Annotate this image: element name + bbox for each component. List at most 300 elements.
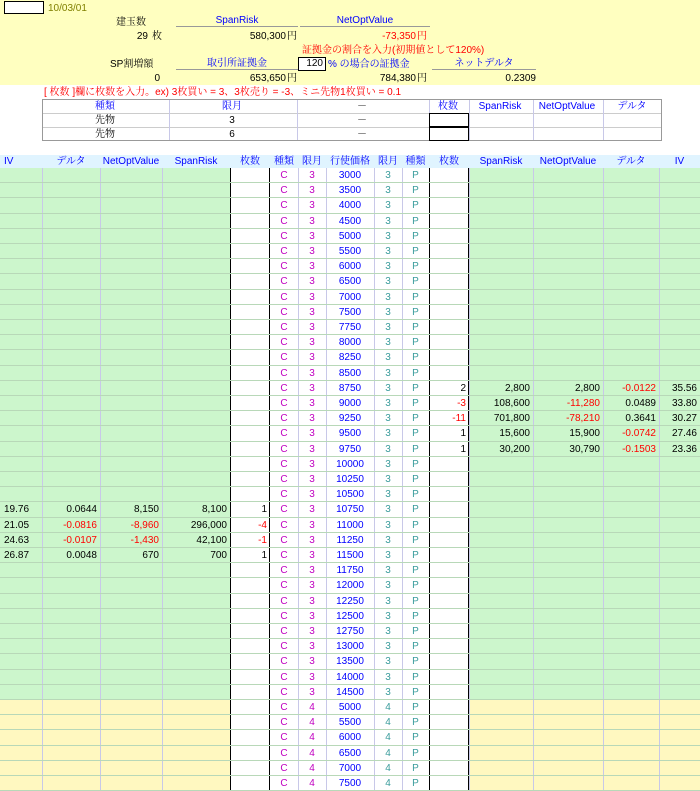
futures-qty-input[interactable] [429, 127, 469, 141]
call-month: 4 [309, 702, 315, 713]
strike: 6000 [338, 732, 362, 744]
strike: 5000 [338, 702, 362, 713]
call-type: C [280, 200, 288, 212]
call-month: 3 [309, 367, 315, 379]
call-month: 3 [309, 170, 315, 181]
call-type: C [280, 504, 288, 516]
put-iv: 23.36 [671, 443, 697, 455]
option-row [0, 335, 700, 350]
put-qty-input[interactable] [429, 244, 469, 258]
put-month: 3 [385, 610, 391, 622]
call-qty-input[interactable] [230, 320, 270, 334]
call-qty-input[interactable] [230, 563, 270, 577]
call-qty-input[interactable] [230, 290, 270, 304]
strike: 3500 [338, 185, 362, 197]
put-qty-input[interactable] [429, 457, 469, 471]
call-type: C [280, 702, 288, 713]
put-qty-input[interactable] [429, 487, 469, 501]
put-qty-input[interactable] [429, 366, 469, 380]
put-qty-input[interactable] [429, 335, 469, 349]
call-type: C [280, 717, 288, 729]
put-qty-input[interactable] [429, 518, 469, 532]
put-type: P [412, 717, 419, 729]
put-qty-input[interactable] [429, 670, 469, 684]
call-month: 3 [309, 291, 315, 303]
call-qty-input[interactable] [230, 198, 270, 212]
put-type: P [412, 261, 419, 273]
strike: 10750 [336, 504, 364, 516]
call-month: 4 [309, 747, 315, 759]
put-qty-input[interactable] [429, 563, 469, 577]
put-delta: -0.0742 [622, 428, 656, 440]
put-qty-input[interactable] [429, 654, 469, 668]
put-qty-input[interactable] [429, 274, 469, 288]
call-qty-input[interactable] [230, 366, 270, 380]
call-type: C [280, 428, 288, 440]
put-month: 3 [385, 367, 391, 379]
call-qty-input[interactable] [230, 639, 270, 653]
strike: 8000 [338, 337, 362, 349]
put-qty-input[interactable] [429, 320, 469, 334]
call-type: C [280, 580, 288, 592]
call-netoptvalue: 670 [142, 550, 159, 561]
span-risk-unit: 円 [287, 31, 297, 42]
call-qty-input[interactable] [230, 442, 270, 456]
put-spanrisk: 2,800 [504, 382, 530, 394]
call-month: 3 [309, 261, 315, 273]
option-row [0, 670, 700, 685]
futures-row-dash: － [357, 115, 367, 126]
put-type: P [412, 428, 419, 440]
call-qty-input[interactable] [230, 776, 270, 790]
strike: 11750 [336, 565, 364, 577]
option-row [0, 366, 700, 381]
put-type: P [412, 413, 419, 425]
call-qty-input[interactable] [230, 730, 270, 744]
put-type: P [412, 474, 419, 485]
option-row [0, 442, 700, 457]
put-type: P [412, 352, 419, 364]
call-qty-input[interactable] [230, 746, 270, 760]
position-count-unit: 枚 [152, 31, 162, 42]
put-qty-input[interactable] [429, 183, 469, 197]
option-row [0, 411, 700, 426]
option-row [0, 183, 700, 198]
call-type: C [280, 261, 288, 273]
strike: 12750 [336, 626, 364, 637]
put-qty-input[interactable] [429, 746, 469, 760]
call-qty-input[interactable] [230, 761, 270, 775]
futures-section [0, 85, 700, 143]
call-qty-input[interactable] [230, 229, 270, 243]
call-type: C [280, 352, 288, 364]
call-qty-input[interactable] [230, 381, 270, 395]
call-month: 3 [309, 550, 315, 561]
futures-net-header: NetOptValue [538, 101, 596, 112]
header-put-iv: IV [674, 156, 685, 167]
call-qty-input[interactable] [230, 183, 270, 197]
call-qty-input[interactable] [230, 472, 270, 486]
put-month: 3 [385, 170, 391, 181]
put-spanrisk: 108,600 [493, 398, 530, 409]
put-qty-input[interactable] [429, 168, 469, 182]
call-type: C [280, 778, 288, 789]
call-qty-input[interactable] [230, 594, 270, 608]
put-month: 3 [385, 276, 391, 288]
put-iv: 30.27 [671, 413, 697, 425]
call-iv: 26.87 [4, 550, 30, 561]
call-qty-input[interactable] [230, 578, 270, 592]
futures-qty-input[interactable] [429, 113, 469, 127]
header-call-qty: 枚数 [240, 156, 260, 167]
put-type: P [412, 322, 419, 333]
futures-row-month: 6 [229, 129, 235, 140]
put-qty-input[interactable] [429, 578, 469, 592]
put-qty-input[interactable] [429, 609, 469, 623]
put-qty-input[interactable] [429, 730, 469, 744]
put-qty-input[interactable] [429, 198, 469, 212]
header-put-type: 種類 [405, 156, 426, 167]
strike: 10000 [336, 458, 364, 470]
call-netoptvalue: -8,960 [130, 519, 159, 531]
put-month: 4 [385, 778, 391, 789]
put-qty-input[interactable] [429, 259, 469, 273]
call-iv: 24.63 [4, 534, 30, 546]
put-month: 3 [385, 504, 391, 516]
put-month: 3 [385, 337, 391, 349]
call-qty-input[interactable] [230, 259, 270, 273]
header-put-netoptvalue: NetOptValue [539, 156, 597, 167]
put-month: 3 [385, 656, 391, 668]
net-delta-header: ネットデルタ [432, 57, 536, 70]
percent-input[interactable]: 120 [298, 57, 326, 71]
option-row [0, 518, 700, 533]
put-netoptvalue: 2,800 [574, 382, 600, 394]
put-month: 3 [385, 595, 391, 607]
put-month: 3 [385, 413, 391, 425]
call-month: 3 [309, 626, 315, 637]
put-type: P [412, 489, 419, 501]
put-type: P [412, 200, 419, 212]
strike: 5000 [338, 230, 362, 242]
call-month: 3 [309, 686, 315, 698]
put-month: 4 [385, 732, 391, 744]
put-type: P [412, 656, 419, 668]
call-month: 3 [309, 428, 315, 440]
broker-margin-unit: 円 [287, 73, 297, 84]
option-row [0, 700, 700, 715]
call-type: C [280, 489, 288, 501]
put-type: P [412, 306, 419, 318]
put-type: P [412, 215, 419, 227]
put-month: 3 [385, 398, 391, 409]
call-month: 3 [309, 337, 315, 349]
sp-label: SP割増額 [110, 59, 154, 70]
strike: 11500 [336, 550, 364, 561]
call-month: 3 [309, 458, 315, 470]
put-netoptvalue: -78,210 [566, 413, 600, 425]
tategyoku-label: 建玉数 [116, 17, 146, 28]
option-row [0, 776, 700, 791]
selected-cell[interactable] [4, 1, 44, 14]
call-type: C [280, 230, 288, 242]
put-type: P [412, 230, 419, 242]
put-qty-input[interactable] [429, 700, 469, 714]
put-month: 3 [385, 306, 391, 318]
put-month: 3 [385, 291, 391, 303]
put-qty-input[interactable] [429, 685, 469, 699]
put-month: 3 [385, 215, 391, 227]
strike: 7000 [338, 762, 362, 774]
broker-margin-value: 653,650 [249, 73, 286, 84]
option-row [0, 548, 700, 563]
put-month: 3 [385, 230, 391, 242]
strike: 14500 [336, 686, 364, 698]
put-month: 3 [385, 246, 391, 257]
call-type: C [280, 185, 288, 197]
call-qty-input[interactable] [230, 670, 270, 684]
strike: 10250 [336, 474, 364, 485]
put-month: 3 [385, 641, 391, 653]
option-row [0, 229, 700, 244]
option-row [0, 168, 700, 183]
strike: 7000 [338, 291, 362, 303]
call-month: 3 [309, 641, 315, 653]
call-qty: -1 [258, 534, 267, 546]
call-type: C [280, 443, 288, 455]
broker-margin-header: 取引所証拠金 [176, 57, 298, 70]
put-type: P [412, 686, 419, 698]
call-month: 3 [309, 534, 315, 546]
call-spanrisk: 42,100 [196, 534, 227, 546]
futures-qty-header: 枚数 [438, 101, 458, 112]
strike: 12250 [336, 595, 364, 607]
call-month: 3 [309, 306, 315, 318]
option-row [0, 487, 700, 502]
call-type: C [280, 732, 288, 744]
percent-margin-header: % の場合の証拠金 [328, 59, 410, 70]
put-month: 3 [385, 565, 391, 577]
call-month: 3 [309, 185, 315, 197]
put-qty-input[interactable] [429, 594, 469, 608]
put-month: 3 [385, 489, 391, 501]
call-month: 3 [309, 398, 315, 409]
net-opt-value: -73,350 [382, 31, 416, 42]
call-qty-input[interactable] [230, 244, 270, 258]
put-qty: -3 [457, 398, 466, 409]
call-qty: 1 [261, 504, 267, 516]
put-month: 3 [385, 671, 391, 683]
strike: 4500 [338, 215, 362, 227]
strike: 12000 [336, 580, 364, 592]
put-type: P [412, 170, 419, 181]
put-type: P [412, 702, 419, 713]
put-qty-input[interactable] [429, 502, 469, 516]
strike: 3000 [338, 170, 362, 181]
header-call-month: 限月 [302, 156, 322, 167]
put-netoptvalue: 30,790 [569, 443, 600, 455]
strike: 11250 [336, 534, 364, 546]
header-strike: 行使価格 [330, 156, 370, 167]
call-qty-input[interactable] [230, 411, 270, 425]
call-qty-input[interactable] [230, 715, 270, 729]
put-type: P [412, 641, 419, 653]
put-type: P [412, 458, 419, 470]
strike: 5500 [338, 246, 362, 257]
put-type: P [412, 626, 419, 637]
option-row [0, 609, 700, 624]
option-row [0, 715, 700, 730]
call-qty-input[interactable] [230, 426, 270, 440]
strike: 10500 [336, 489, 364, 501]
strike: 6500 [338, 747, 362, 759]
call-type: C [280, 550, 288, 561]
call-delta: 0.0048 [66, 550, 97, 561]
futures-span-header: SpanRisk [478, 101, 522, 112]
call-qty-input[interactable] [230, 335, 270, 349]
put-type: P [412, 382, 419, 394]
put-type: P [412, 185, 419, 197]
option-table [0, 168, 700, 789]
call-delta: -0.0816 [63, 519, 97, 531]
option-row [0, 533, 700, 548]
net-opt-header: NetOptValue [300, 14, 430, 27]
call-qty-input[interactable] [230, 654, 270, 668]
call-type: C [280, 291, 288, 303]
put-type: P [412, 246, 419, 257]
header-put-delta: デルタ [616, 156, 646, 167]
call-month: 4 [309, 717, 315, 729]
call-month: 3 [309, 322, 315, 333]
put-qty-input[interactable] [429, 548, 469, 562]
strike: 11000 [336, 519, 364, 531]
call-delta: 0.0644 [66, 504, 97, 516]
call-month: 3 [309, 595, 315, 607]
put-qty-input[interactable] [429, 229, 469, 243]
put-qty-input[interactable] [429, 533, 469, 547]
put-qty-input[interactable] [429, 776, 469, 790]
call-type: C [280, 215, 288, 227]
put-type: P [412, 580, 419, 592]
put-month: 3 [385, 200, 391, 212]
put-qty-input[interactable] [429, 624, 469, 638]
put-month: 3 [385, 550, 391, 561]
put-month: 3 [385, 322, 391, 333]
strike: 7750 [338, 322, 362, 333]
percent-margin-value: 784,380 [379, 73, 416, 84]
call-type: C [280, 276, 288, 288]
put-type: P [412, 762, 419, 774]
put-delta: -0.1503 [622, 443, 656, 455]
call-netoptvalue: 8,150 [133, 504, 159, 516]
put-qty-input[interactable] [429, 305, 469, 319]
call-type: C [280, 671, 288, 683]
call-qty-input[interactable] [230, 350, 270, 364]
strike: 8500 [338, 367, 362, 379]
header-call-netoptvalue: NetOptValue [102, 156, 160, 167]
call-qty-input[interactable] [230, 700, 270, 714]
call-type: C [280, 747, 288, 759]
option-row [0, 472, 700, 487]
call-type: C [280, 170, 288, 181]
call-qty-input[interactable] [230, 168, 270, 182]
call-qty-input[interactable] [230, 274, 270, 288]
call-qty-input[interactable] [230, 457, 270, 471]
put-spanrisk: 701,800 [493, 413, 530, 425]
strike: 6500 [338, 276, 362, 288]
call-type: C [280, 246, 288, 257]
put-netoptvalue: -11,280 [566, 398, 600, 409]
put-type: P [412, 398, 419, 409]
call-type: C [280, 322, 288, 333]
put-qty: -11 [452, 413, 466, 425]
strike: 8750 [338, 382, 362, 394]
option-row [0, 274, 700, 289]
put-delta: -0.0122 [622, 382, 656, 394]
option-row [0, 290, 700, 305]
put-qty-input[interactable] [429, 290, 469, 304]
option-table-header [0, 155, 700, 168]
put-qty-input[interactable] [429, 214, 469, 228]
call-iv: 19.76 [4, 504, 30, 516]
put-qty-input[interactable] [429, 639, 469, 653]
futures-row-dash: － [357, 129, 367, 140]
put-type: P [412, 519, 419, 531]
call-qty: -4 [258, 519, 267, 531]
call-type: C [280, 519, 288, 531]
put-qty-input[interactable] [429, 761, 469, 775]
put-qty-input[interactable] [429, 715, 469, 729]
put-type: P [412, 291, 419, 303]
call-qty-input[interactable] [230, 214, 270, 228]
put-qty: 1 [460, 443, 466, 455]
call-type: C [280, 762, 288, 774]
call-qty-input[interactable] [230, 609, 270, 623]
net-opt-unit: 円 [417, 31, 427, 42]
call-type: C [280, 595, 288, 607]
put-qty-input[interactable] [429, 472, 469, 486]
option-row [0, 730, 700, 745]
call-qty-input[interactable] [230, 685, 270, 699]
call-qty-input[interactable] [230, 396, 270, 410]
option-row [0, 639, 700, 654]
option-row [0, 350, 700, 365]
call-type: C [280, 474, 288, 485]
option-row [0, 259, 700, 274]
put-iv: 35.56 [671, 382, 697, 394]
header-call-iv: IV [4, 156, 14, 167]
call-month: 3 [309, 580, 315, 592]
futures-row-month: 3 [229, 115, 235, 126]
futures-instruction: [ 枚数 ]欄に枚数を入力。ex) 3枚買い = 3、3枚売り = -3、ミニ先物1枚買い = 0.1 [44, 87, 402, 98]
strike: 13500 [336, 656, 364, 668]
call-type: C [280, 686, 288, 698]
header-put-spanrisk: SpanRisk [479, 156, 523, 167]
call-qty-input[interactable] [230, 624, 270, 638]
put-type: P [412, 565, 419, 577]
futures-month-header: 限月 [222, 101, 242, 112]
call-month: 4 [309, 732, 315, 744]
put-month: 4 [385, 747, 391, 759]
option-row [0, 654, 700, 669]
call-qty-input[interactable] [230, 305, 270, 319]
strike: 13000 [336, 641, 364, 653]
put-month: 3 [385, 534, 391, 546]
put-qty-input[interactable] [429, 350, 469, 364]
call-qty-input[interactable] [230, 487, 270, 501]
put-qty: 2 [460, 382, 466, 394]
put-month: 3 [385, 458, 391, 470]
